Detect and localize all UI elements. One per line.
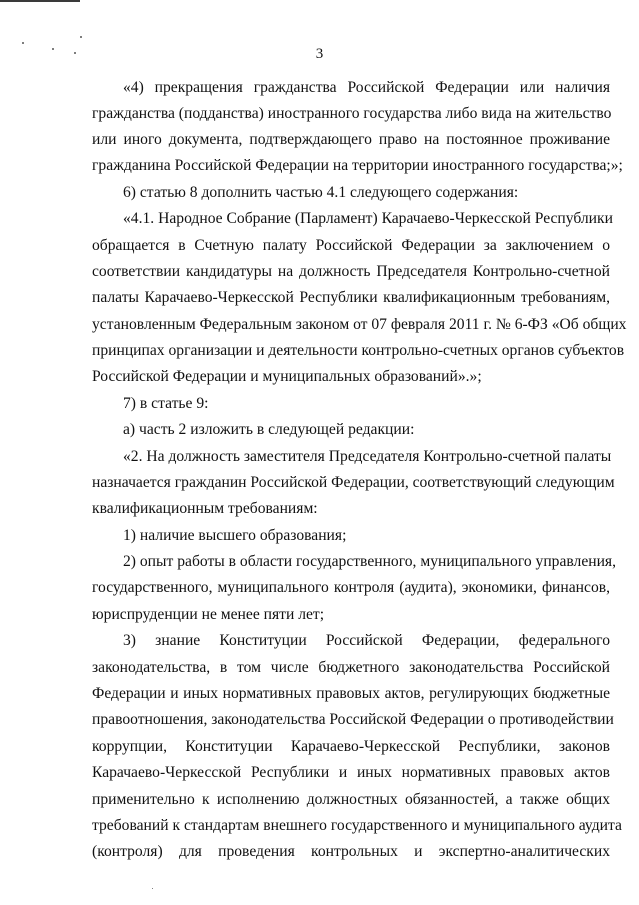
text-line: (контроля) для проведения контрольных и экспертно-аналитических [92,843,610,860]
text-line: назначается гражданин Российской Федерации, соответствующий следующим [92,474,615,491]
text-line: Российской Федерации и муниципальных образований».»; [92,368,482,385]
text-line: юриспруденции не менее пяти лет; [92,606,325,623]
text-line: 3) знание Конституции Российской Федерации, федерального [123,632,610,649]
text-line: установленным Федеральным законом от 07 февраля 2011 г. № 6-ФЗ «Об общих [92,316,627,333]
text-line: «2. На должность заместителя Председателя Контрольно-счетной палаты [123,448,612,465]
text-line: гражданина Российской Федерации на территории иностранного государства;»; [92,157,623,174]
text-line: 1) наличие высшего образования; [123,527,347,544]
text-line: коррупции, Конституции Карачаево-Черкесской Республики, законов [92,738,610,755]
text-line: требований к стандартам внешнего государственного и муниципального аудита [92,817,622,834]
text-line: правоотношения, законодательства Российской Федерации о противодействии [92,711,614,728]
text-line: 6) статью 8 дополнить частью 4.1 следующего содержания: [123,184,519,201]
text-line: квалификационным требованиям: [92,500,318,517]
text-line: а) часть 2 изложить в следующей редакции: [123,421,415,438]
text-line: гражданства (подданства) иностранного государства либо вида на жительство [92,105,612,122]
page-number: 3 [315,46,324,62]
text-line: «4.1. Народное Собрание (Парламент) Карачаево-Черкесской Республики [123,210,613,227]
text-line: 7) в статье 9: [123,395,209,412]
text-line: Карачаево-Черкесской Республики и иных нормативных правовых актов [92,764,610,781]
text-line: «4) прекращения гражданства Российской Федерации или наличия [123,79,610,96]
scan-artifact-line [0,0,80,2]
scan-speck [152,888,153,889]
text-line: применительно к исполнению должностных обязанностей, а также общих [92,791,610,808]
text-line: принципах организации и деятельности контрольно-счетных органов субъектов [92,342,625,359]
text-line: 2) опыт работы в области государственного, муниципального управления, [123,553,616,570]
scan-speck [80,36,82,38]
text-line: палаты Карачаево-Черкесской Республики квалификационным требованиям, [92,289,610,306]
text-line: соответствии кандидатуры на должность Председателя Контрольно-счетной [92,263,610,280]
text-line: государственного, муниципального контроля (аудита), экономики, финансов, [92,579,610,596]
text-line: законодательства, в том числе бюджетного законодательства Российской [92,659,610,676]
text-line: обращается в Счетную палату Российской Федерации за заключением о [92,237,610,254]
text-line: или иного документа, подтверждающего право на постоянное проживание [92,131,610,148]
text-line: Федерации и иных нормативных правовых актов, регулирующих бюджетные [92,685,610,702]
